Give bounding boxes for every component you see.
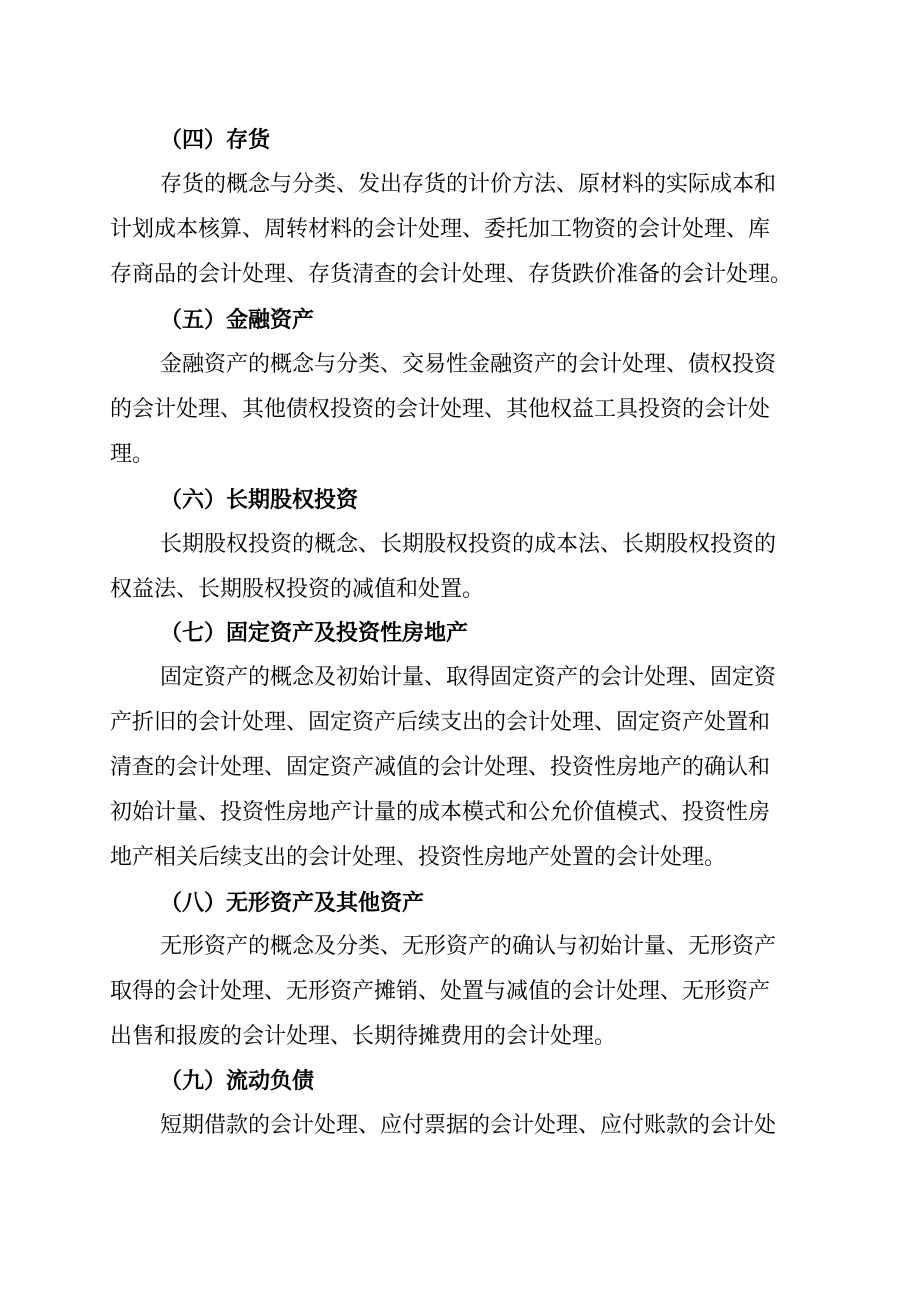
section-heading-9: （九）流动负债	[160, 1068, 315, 1094]
section-4-line-1: 存货的概念与分类、发出存货的计价方法、原材料的实际成本和	[160, 172, 777, 197]
section-6-line-2: 权益法、长期股权投资的减值和处置。	[110, 577, 485, 602]
section-7-line-5: 地产相关后续支出的会计处理、投资性房地产处置的会计处理。	[110, 845, 727, 870]
section-heading-4: （四）存货	[160, 127, 271, 153]
section-heading-5: （五）金融资产	[160, 307, 315, 333]
section-8-line-2: 取得的会计处理、无形资产摊销、处置与减值的会计处理、无形资产	[110, 979, 771, 1004]
section-5-line-2: 的会计处理、其他债权投资的会计处理、其他权益工具投资的会计处	[110, 397, 771, 422]
section-5-line-1: 金融资产的概念与分类、交易性金融资产的会计处理、债权投资	[160, 352, 777, 377]
section-7-line-3: 清查的会计处理、固定资产减值的会计处理、投资性房地产的确认和	[110, 755, 771, 780]
section-5-line-3: 理。	[110, 442, 155, 467]
section-heading-8: （八）无形资产及其他资产	[160, 890, 425, 916]
section-7-line-4: 初始计量、投资性房地产计量的成本模式和公允价值模式、投资性房	[110, 800, 771, 825]
section-9-line-1: 短期借款的会计处理、应付票据的会计处理、应付账款的会计处	[160, 1113, 777, 1138]
section-heading-7: （七）固定资产及投资性房地产	[160, 620, 469, 646]
section-4-line-3: 存商品的会计处理、存货清查的会计处理、存货跌价准备的会计处理。	[110, 262, 793, 287]
section-8-line-1: 无形资产的概念及分类、无形资产的确认与初始计量、无形资产	[160, 934, 777, 959]
section-8-line-3: 出售和报废的会计处理、长期待摊费用的会计处理。	[110, 1024, 617, 1049]
section-6-line-1: 长期股权投资的概念、长期股权投资的成本法、长期股权投资的	[160, 532, 777, 557]
section-heading-6: （六）长期股权投资	[160, 487, 359, 513]
section-4-line-2: 计划成本核算、周转材料的会计处理、委托加工物资的会计处理、库	[110, 217, 771, 242]
section-7-line-2: 产折旧的会计处理、固定资产后续支出的会计处理、固定资产处置和	[110, 710, 771, 735]
section-7-line-1: 固定资产的概念及初始计量、取得固定资产的会计处理、固定资	[160, 665, 777, 690]
